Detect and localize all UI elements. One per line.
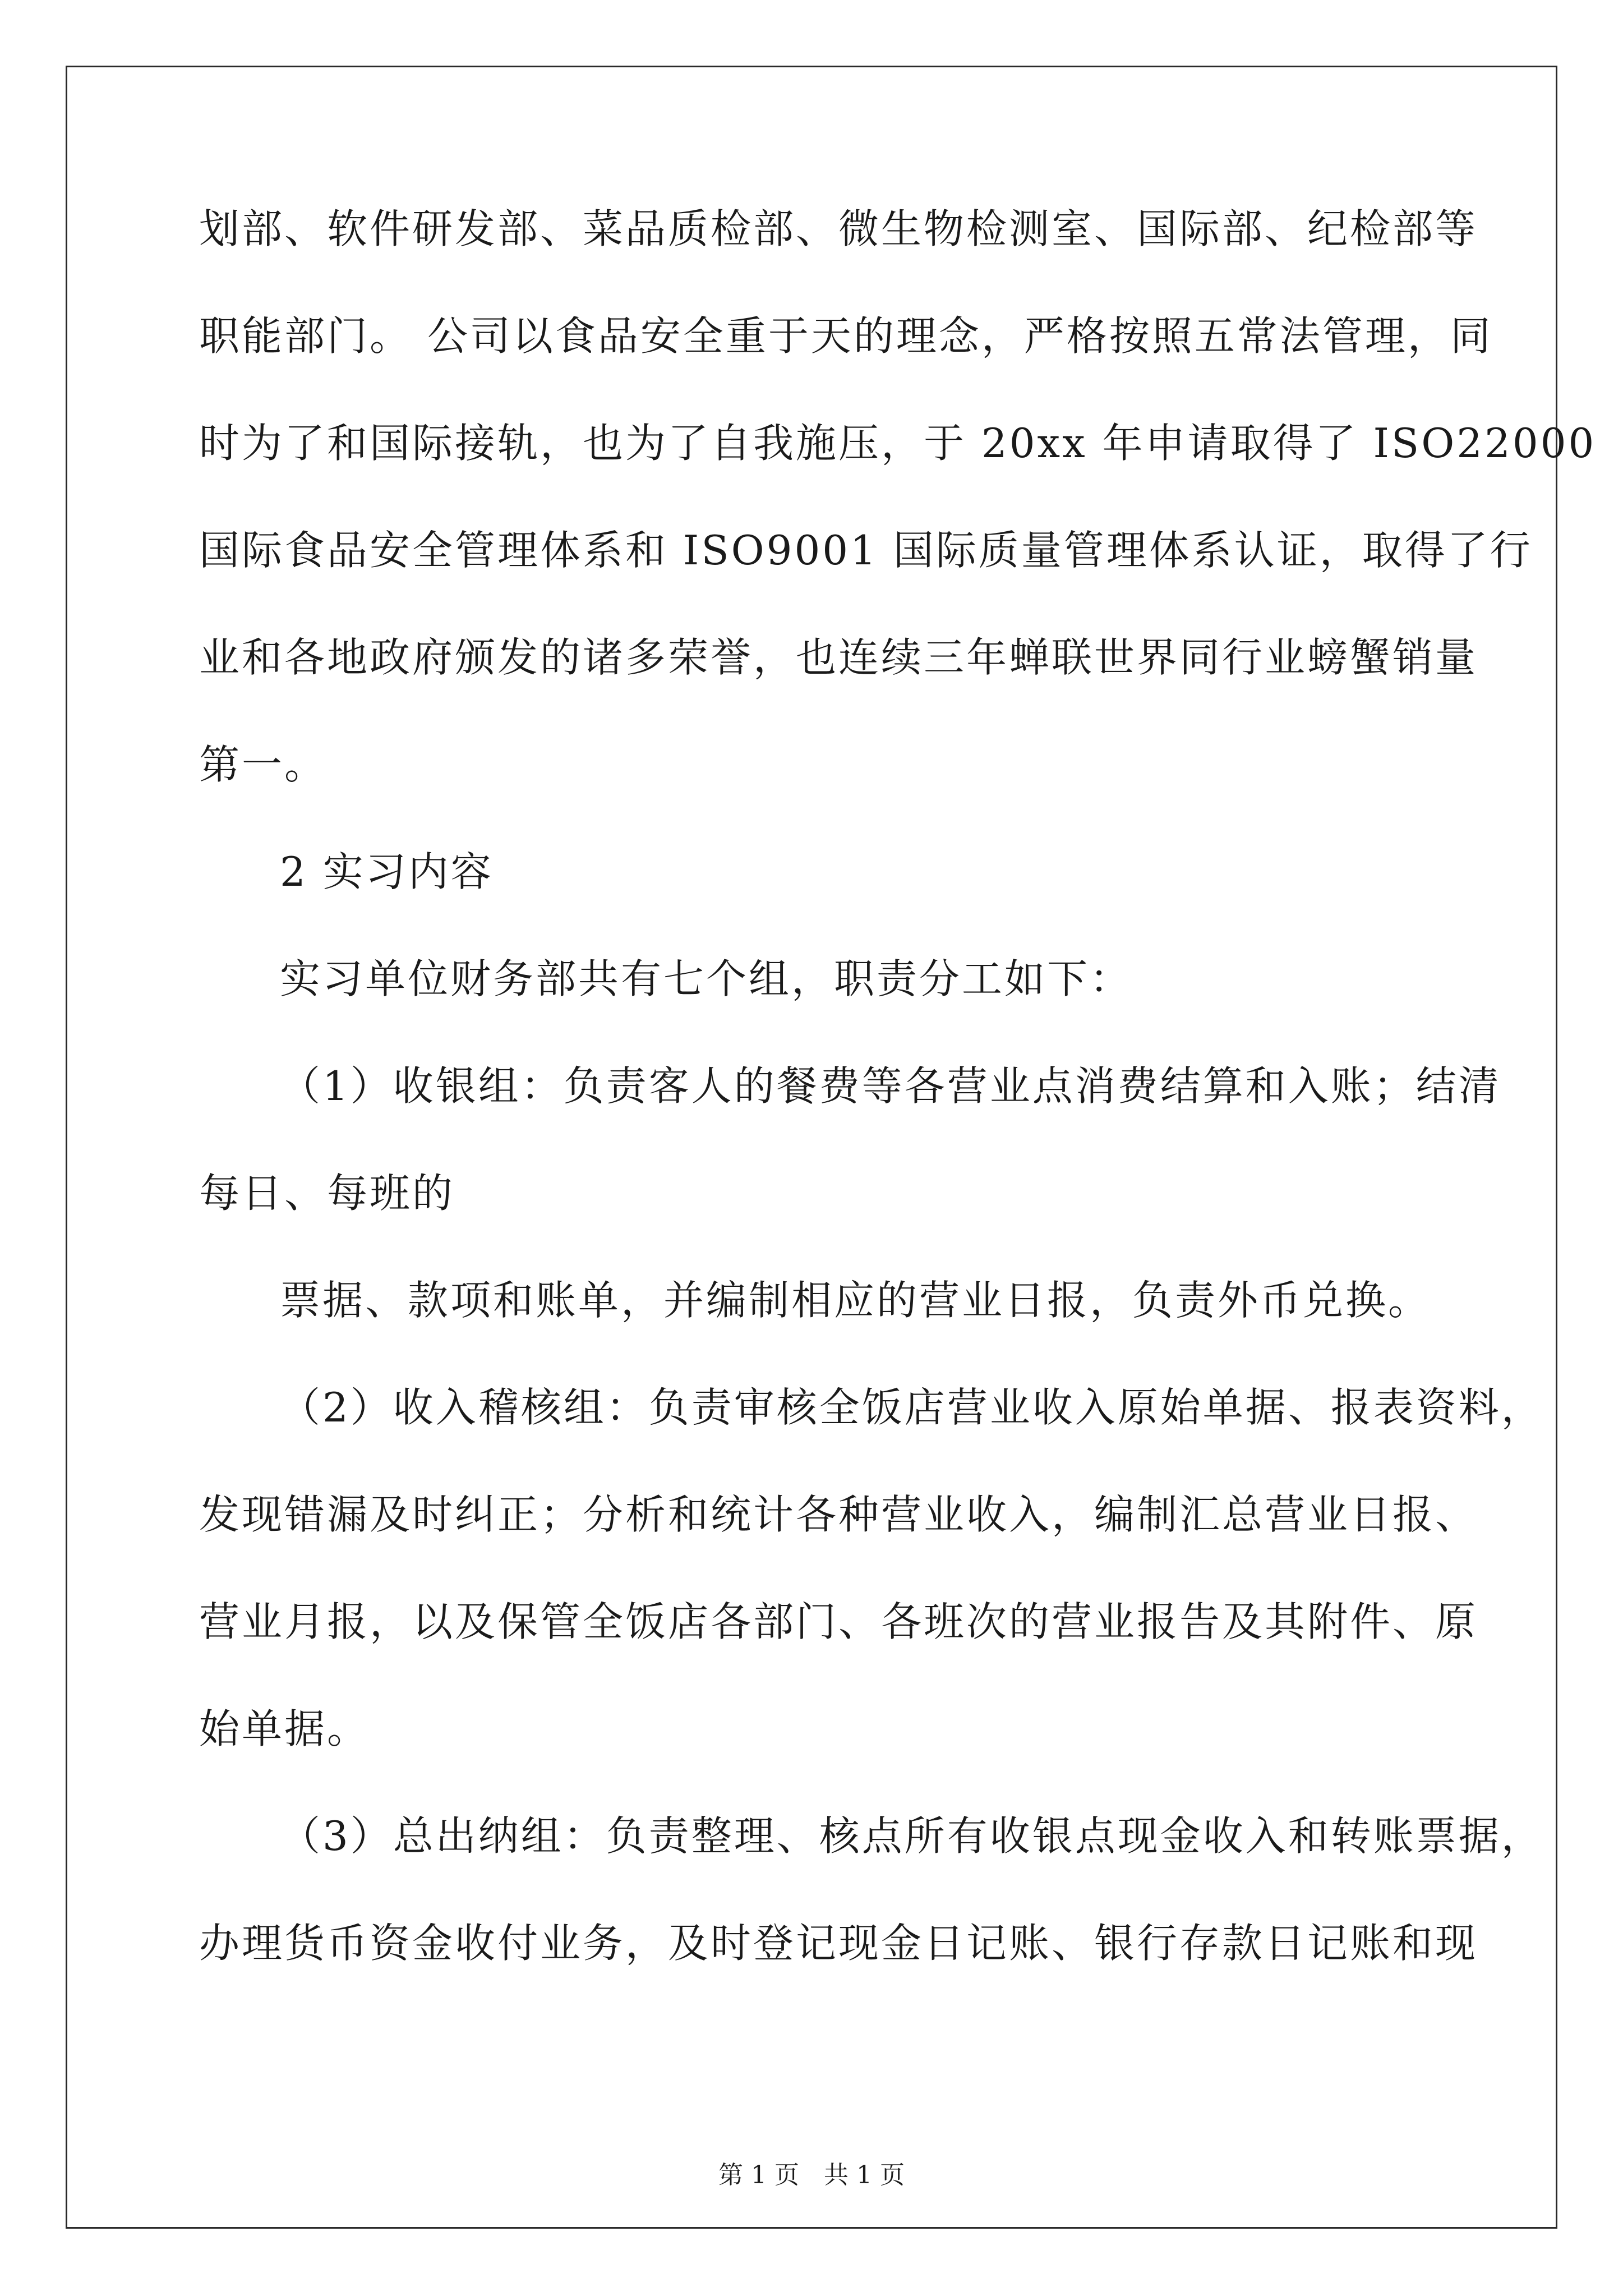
list-item: （1）收银组：负责客人的餐费等各营业点消费结算和入账；结清: [280, 1062, 1501, 1110]
body-line: 票据、款项和账单，并编制相应的营业日报，负责外币兑换。: [280, 1277, 1431, 1324]
body-line: 划部、软件研发部、菜品质检部、微生物检测室、国际部、纪检部等: [199, 205, 1478, 252]
document-body: [199, 202, 1597, 2023]
body-line: 时为了和国际接轨，也为了自我施压，于 20xx 年申请取得了 ISO22000: [199, 420, 1597, 467]
page-footer: 第 1 页 共 1 页: [718, 2161, 905, 2189]
list-item: （3）总出纳组：负责整理、核点所有收银点现金收入和转账票据，: [280, 1812, 1544, 1860]
section-heading: 2 实习内容: [280, 848, 494, 895]
body-line: 每日、每班的: [199, 1170, 455, 1217]
body-line: 办理货币资金收付业务，及时登记现金日记账、银行存款日记账和现: [199, 1920, 1478, 1967]
body-line: 国际食品安全管理体系和 ISO9001 国际质量管理体系认证，取得了行: [199, 527, 1533, 574]
body-line: 第一。: [199, 741, 328, 788]
body-line: 发现错漏及时纠正；分析和统计各种营业收入，编制汇总营业日报、: [199, 1491, 1478, 1538]
body-line: 始单据。: [199, 1705, 370, 1752]
body-line: 职能部门。 公司以食品安全重于天的理念，严格按照五常法管理，同: [199, 312, 1493, 360]
list-item: （2）收入稽核组：负责审核全饭店营业收入原始单据、报表资料，: [280, 1384, 1544, 1431]
body-line: 业和各地政府颁发的诸多荣誉，也连续三年蝉联世界同行业螃蟹销量: [199, 634, 1478, 681]
body-line: 实习单位财务部共有七个组，职责分工如下：: [280, 955, 1133, 1002]
body-line: 营业月报，以及保管全饭店各部门、各班次的营业报告及其附件、原: [199, 1598, 1478, 1645]
